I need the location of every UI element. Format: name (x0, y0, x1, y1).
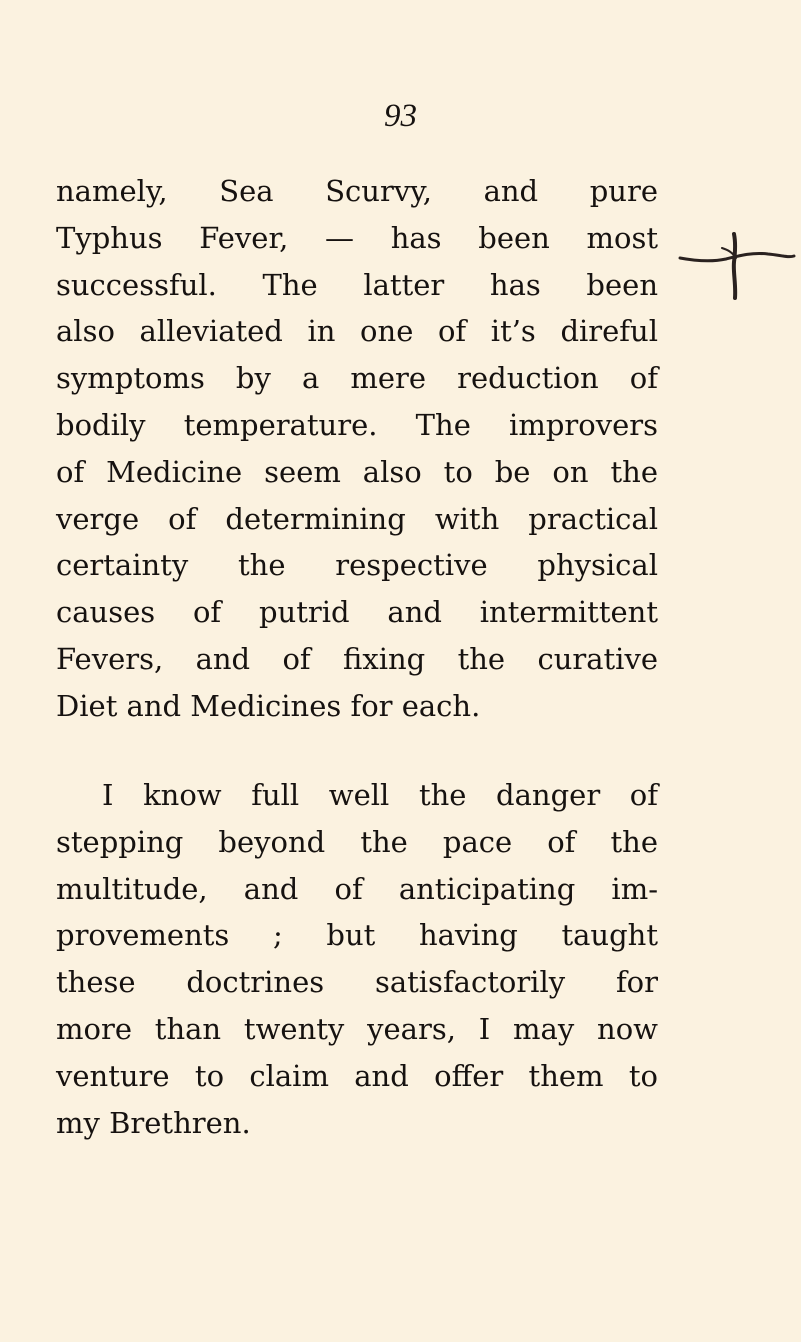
text-line: venture to claim and offer them to (56, 1058, 658, 1093)
paragraph-2 (56, 772, 658, 1146)
text-line: multitude, and of anticipating im- (56, 871, 658, 906)
text-line: causes of putrid and intermittent (56, 595, 658, 630)
text-line: symptoms by a mere reduction of (56, 361, 658, 396)
text-line: these doctrines satisfactorily for (56, 965, 658, 1000)
paragraph-1 (56, 168, 658, 730)
margin-cross-mark (676, 228, 796, 308)
text-line: also alleviated in one of it’s direful (56, 314, 658, 349)
text-line: verge of determining with practical (56, 501, 658, 536)
page-number: 93 (384, 98, 417, 134)
text-line: bodily temperature. The improvers (56, 407, 658, 442)
text-line: my Brethren. (56, 1105, 251, 1140)
text-line: more than twenty years, I may now (56, 1011, 658, 1046)
text-line: Typhus Fever, — has been most (56, 220, 658, 255)
text-line: successful. The latter has been (56, 267, 658, 302)
text-line: of Medicine seem also to be on the (56, 454, 658, 489)
text-line: I know full well the danger of (102, 778, 658, 812)
text-line: certainty the respective physical (56, 548, 658, 583)
text-line: namely, Sea Scurvy, and pure (56, 174, 658, 208)
text-line: stepping beyond the pace of the (56, 824, 658, 859)
text-line: Diet and Medicines for each. (56, 688, 481, 723)
text-line: provements ; but having taught (56, 918, 658, 953)
text-line: Fevers, and of fixing the curative (56, 641, 658, 676)
